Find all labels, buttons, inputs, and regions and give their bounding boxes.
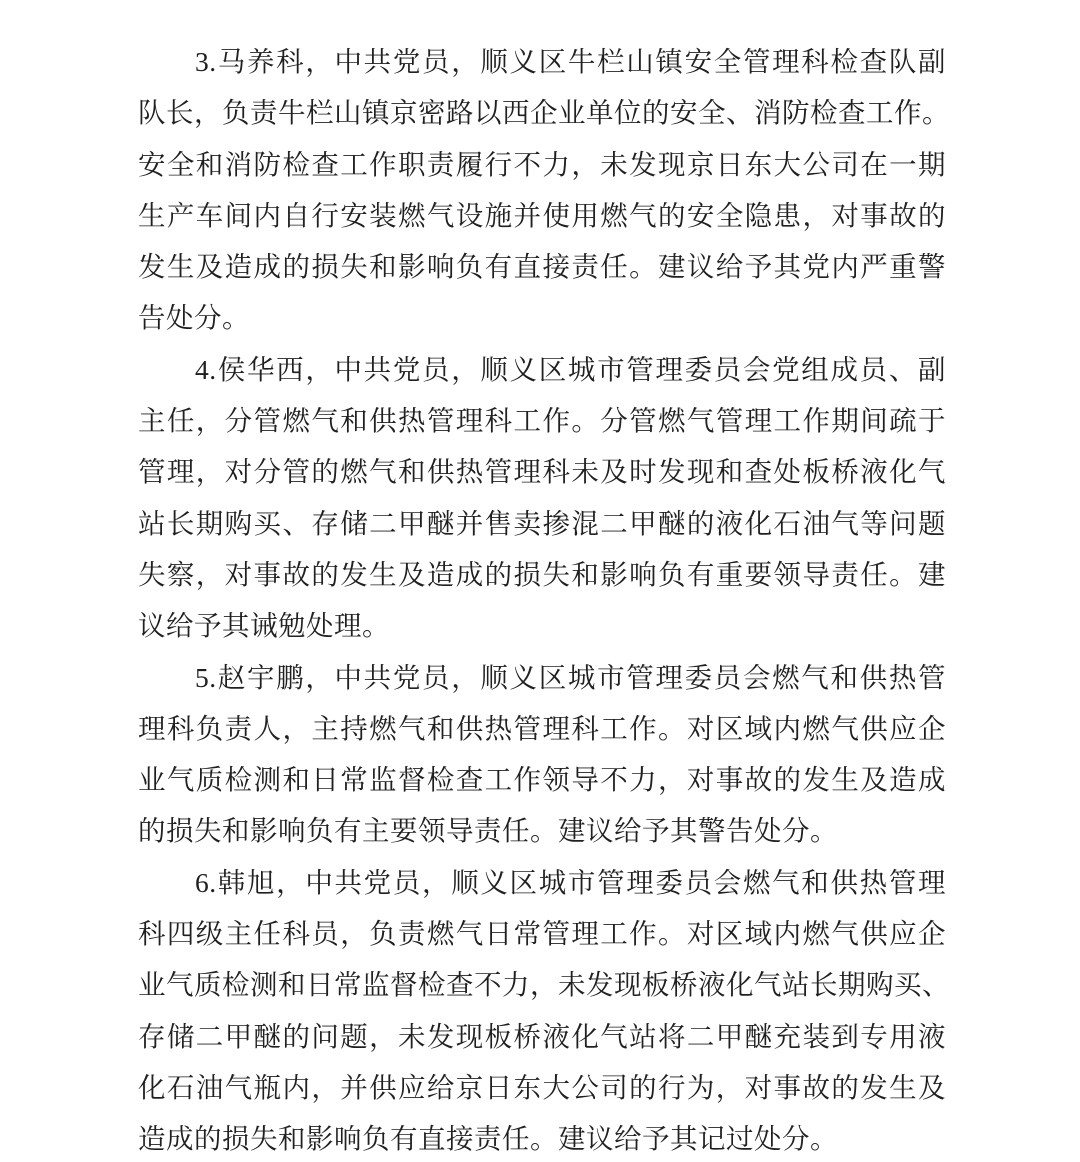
text-line: 议给予其诫勉处理。 [138,610,390,642]
text-line: 3.马养科，中共党员，顺义区牛栏山镇安全管理科检查队副 [195,46,946,77]
text-line: 管理，对分管的燃气和供热管理科未及时发现和查处板桥液化气 [138,456,946,488]
text-line: 4.侯华西，中共党员，顺义区城市管理委员会党组成员、副 [195,353,946,385]
text-line: 队长，负责牛栏山镇京密路以西企业单位的安全、消防检查工作。 [138,97,950,129]
text-line: 科四级主任科员，负责燃气日常管理工作。对区域内燃气供应企 [138,918,946,950]
text-line: 理科负责人，主持燃气和供热管理科工作。对区域内燃气供应企 [138,712,946,744]
paragraph-3 [138,36,950,344]
text-line: 的损失和影响负有主要领导责任。建议给予其警告处分。 [138,815,838,847]
paragraph-4 [138,344,946,652]
text-line: 业气质检测和日常监督检查工作领导不力，对事故的发生及造成 [138,764,946,796]
text-line: 造成的损失和影响负有直接责任。建议给予其记过处分。 [138,1123,838,1155]
text-line: 6.韩旭，中共党员，顺义区城市管理委员会燃气和供热管理 [195,866,946,898]
text-line: 存储二甲醚的问题，未发现板桥液化气站将二甲醚充装到专用液 [138,1020,946,1052]
text-line: 告处分。 [138,302,250,334]
text-line: 安全和消防检查工作职责履行不力，未发现京日东大公司在一期 [138,148,946,180]
text-line: 主任，分管燃气和供热管理科工作。分管燃气管理工作期间疏于 [138,405,946,437]
text-line: 生产车间内自行安装燃气设施并使用燃气的安全隐患，对事故的 [138,199,946,231]
text-line: 失察，对事故的发生及造成的损失和影响负有重要领导责任。建 [138,558,946,590]
text-line: 站长期购买、存储二甲醚并售卖掺混二甲醚的液化石油气等问题 [138,507,946,539]
text-line: 化石油气瓶内，并供应给京日东大公司的行为，对事故的发生及 [138,1071,946,1103]
document-body [138,36,950,1162]
paragraph-5 [138,652,946,857]
paragraph-6 [138,857,950,1162]
text-line: 5.赵宇鹏，中共党员，顺义区城市管理委员会燃气和供热管 [195,661,946,693]
text-line: 发生及造成的损失和影响负有直接责任。建议给予其党内严重警 [138,251,946,283]
text-line: 业气质检测和日常监督检查不力，未发现板桥液化气站长期购买、 [138,969,950,1001]
